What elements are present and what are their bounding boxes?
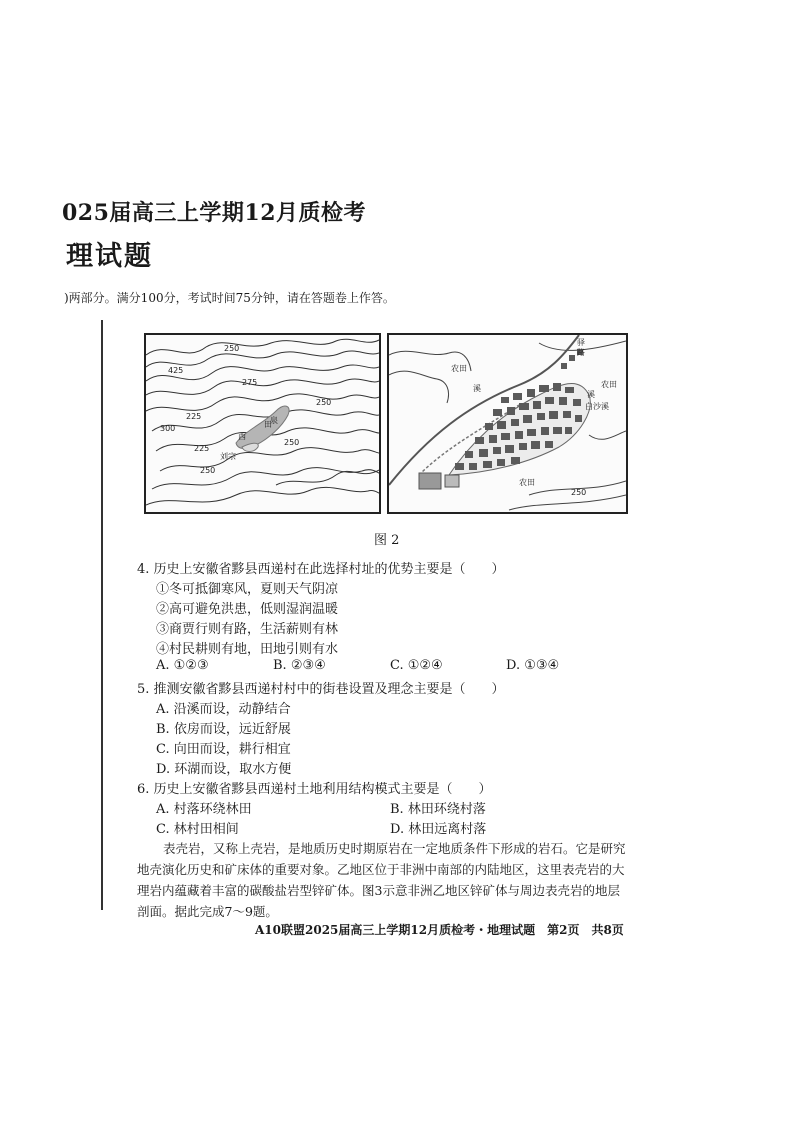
question-5-stem: 5. 推测安徽省黟县西递村村中的街巷设置及理念主要是（ ）	[137, 682, 505, 697]
contour-label: 300	[160, 424, 176, 433]
village-map-right	[387, 333, 628, 514]
figure-caption: 图 2	[374, 533, 400, 548]
contour-map-left	[144, 333, 381, 514]
map-label: 路	[577, 348, 585, 357]
contour-label: 250	[224, 344, 240, 353]
q4-option-d: D. ①③④	[506, 658, 560, 673]
map-label: 驿	[577, 338, 585, 347]
map-label: 泉	[270, 416, 278, 425]
statement-1: ①冬可抵御寒风，夏则天气阴凉	[156, 582, 339, 597]
q4-option-c: C. ①②④	[390, 658, 443, 673]
contour-label: 250	[571, 488, 587, 497]
map-label: 农田	[519, 478, 535, 487]
exam-instructions: )两部分。满分100分，考试时间75分钟，请在答题卷上作答。	[64, 291, 395, 305]
contour-label: 250	[316, 398, 332, 407]
binding-line	[101, 320, 103, 910]
map-label: 田	[264, 420, 272, 429]
map-label: 农田	[601, 380, 617, 389]
contour-lines	[146, 335, 379, 512]
q6-option-b: B. 林田环绕村落	[390, 802, 486, 817]
question-4-stem: 4. 历史上安徽省黟县西递村在此选择村址的优势主要是（ ）	[137, 562, 505, 577]
contour-label: 225	[186, 412, 202, 421]
q4-option-b: B. ②③④	[273, 658, 326, 673]
map-label: 白沙溪	[585, 402, 609, 411]
q5-option-c: C. 向田而设，耕行相宜	[156, 742, 291, 757]
q5-option-b: B. 依房而设，远近舒展	[156, 722, 291, 737]
page-footer: A10联盟2025届高三上学期12月质检考・地理试题 第2页 共8页	[255, 923, 624, 937]
question-6-stem: 6. 历史上安徽省黟县西递村土地利用结构模式主要是（ ）	[137, 782, 492, 797]
map-label: 农田	[451, 364, 467, 373]
q6-option-d: D. 林田远离村落	[390, 822, 487, 837]
contour-label: 250	[200, 466, 216, 475]
statement-2: ②高可避免洪患，低则湿润温暖	[156, 602, 339, 617]
map-label: 西	[238, 432, 246, 441]
map-label: 溪	[587, 390, 595, 399]
q6-option-c: C. 林村田相间	[156, 822, 239, 837]
q5-option-a: A. 沿溪而设，动静结合	[156, 702, 291, 717]
village-layout	[389, 335, 626, 512]
contour-label: 225	[194, 444, 210, 453]
q6-option-a: A. 村落环绕林田	[156, 802, 252, 817]
subject-title: 理试题	[66, 241, 153, 272]
q4-option-a: A. ①②③	[156, 658, 209, 673]
q5-option-d: D. 环湖而设，取水方便	[156, 762, 292, 777]
map-label: 溪	[473, 384, 481, 393]
reading-passage: 表壳岩，又称上壳岩，是地质历史时期原岩在一定地质条件下形成的岩石。它是研究地壳演化历史和矿床体的重要对象。乙地区位于非洲中南部的内陆地区，这里表壳岩的大理岩内蕴藏着丰富的碳酸盐岩型锌矿体。图3示意非洲乙地区锌矿体与周边表壳岩的地层剖面。据此完成7～9题。	[137, 841, 626, 919]
statement-3: ③商贾行则有路，生活薪则有林	[156, 622, 339, 637]
exam-title: 025届高三上学期12月质检考	[62, 200, 367, 226]
contour-label: 250	[284, 438, 300, 447]
map-label: 刘宗	[220, 452, 236, 461]
contour-label: 425	[168, 366, 184, 375]
statement-4: ④村民耕则有地，田地引则有水	[156, 642, 339, 657]
contour-label: 275	[242, 378, 258, 387]
